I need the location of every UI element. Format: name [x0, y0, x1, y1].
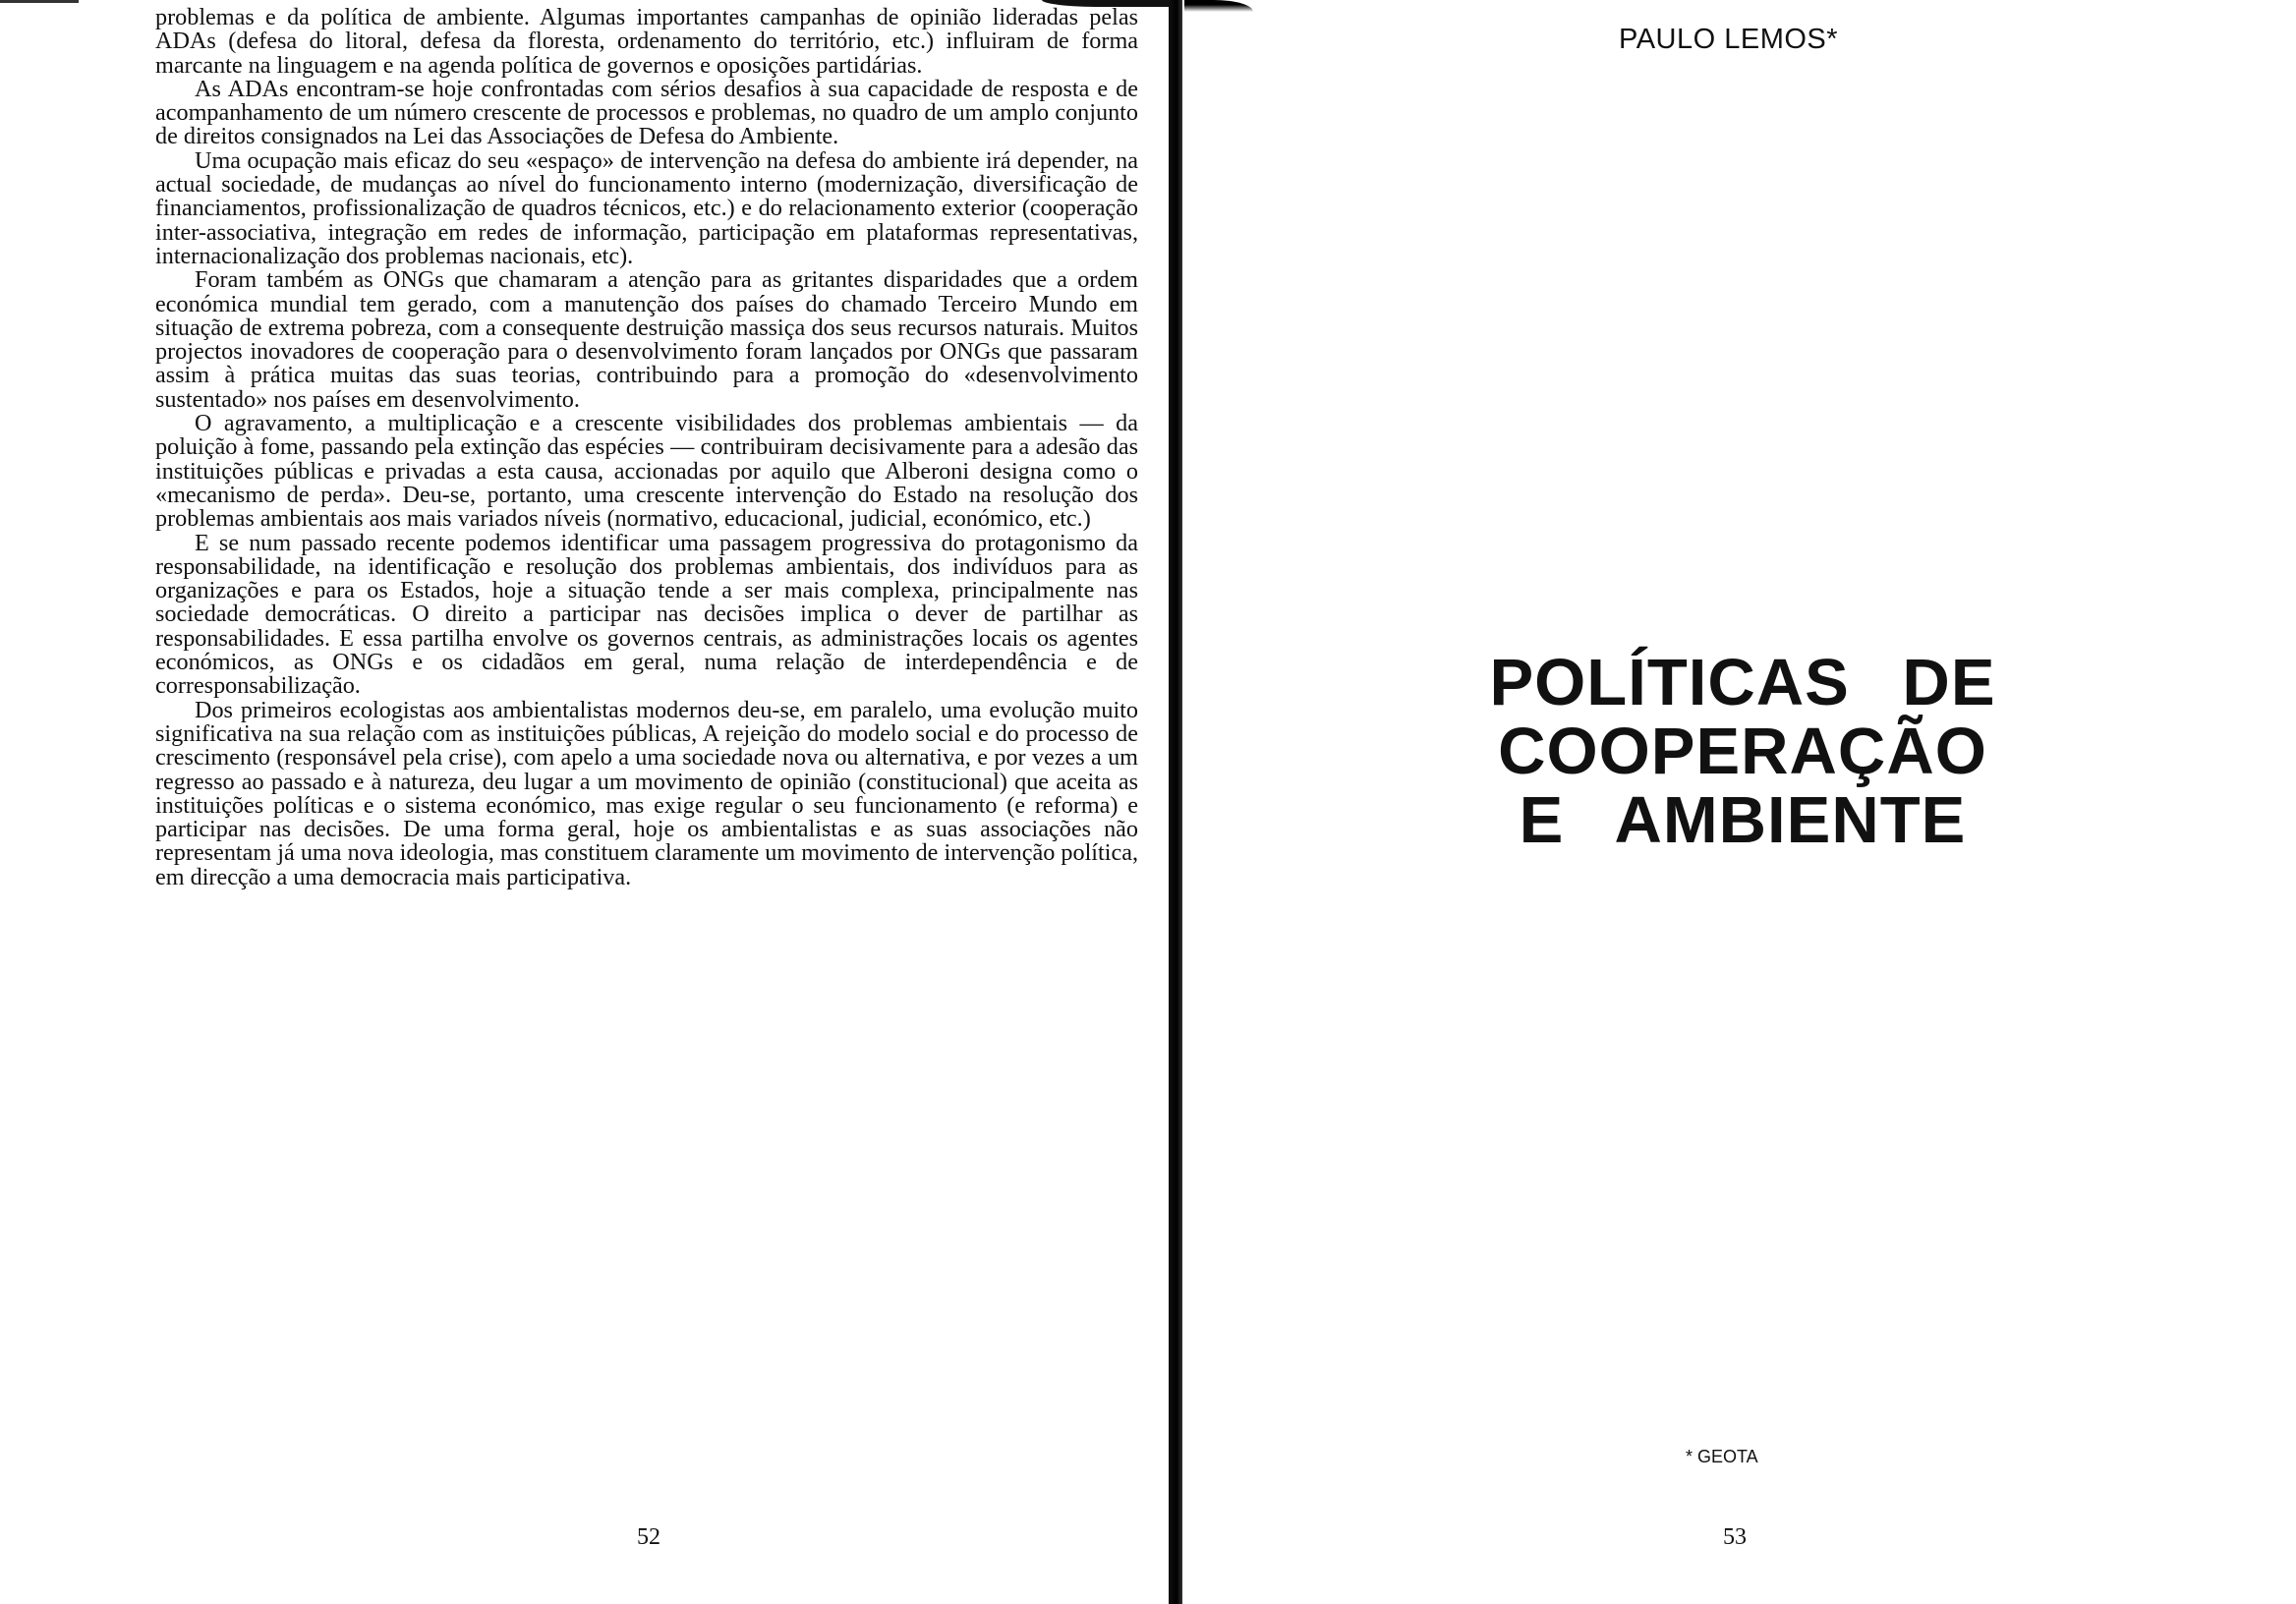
- right-page: [1182, 0, 2296, 1604]
- title-line: POLÍTICAS DE COOPERAÇÃO: [1489, 646, 1996, 788]
- page-number: 52: [637, 1524, 660, 1550]
- binding-gutter: [1169, 0, 1182, 1604]
- paragraph: O agravamento, a multiplicação e a crescente visibilidades dos problemas ambientais — da poluição à fome, passando pela extinção das espécies — contribuiram decisivamente para a adesão das instituições públicas e privadas a esta causa, accionadas por aquilo que Alberoni designa como o «mecanismo de perda». Deu-se, portanto, uma crescente intervenção do Estado na resolução dos problemas ambientais aos mais variados níveis (normativo, educacional, judicial, económico, etc.): [155, 410, 1138, 533]
- title-line: E AMBIENTE: [1519, 783, 1967, 857]
- page-number: 53: [1723, 1524, 1747, 1550]
- paragraph: problemas e da política de ambiente. Algumas importantes campanhas de opinião lideradas pelas ADAs (defesa do litoral, defesa da floresta, ordenamento do território, etc.) influiram de forma marcante na linguagem e na agenda política de governos e oposições partidárias.: [155, 4, 1138, 79]
- article-title: [1232, 646, 2254, 857]
- paragraph: As ADAs encontram-se hoje confrontadas com sérios desafios à sua capacidade de resposta e de acompanhamento de um número crescente de processos e problemas, no quadro de um amplo conjunto de direitos consignados na Lei das Associações de Defesa do Ambiente.: [155, 75, 1138, 150]
- paragraph: Foram também as ONGs que chamaram a atenção para as gritantes disparidades que a ordem económica mundial tem gerado, com a manutenção dos países do chamado Terceiro Mundo em situação de extrema pobreza, com a consequente destruição massiça dos seus recursos naturais. Muitos projectos inovadores de cooperação para o desenvolvimento foram lançados por ONGs que passaram assim à prática muitas das suas teorias, contribuindo para a promoção do «desenvolvimento sustentado» nos países em desenvolvimento.: [155, 266, 1138, 413]
- paragraph: Uma ocupação mais eficaz do seu «espaço» de intervenção na defesa do ambiente irá depender, na actual sociedade, de mudanças ao nível do funcionamento interno (modernização, diversificação de financiamentos, profissionalização de quadros técnicos, etc.) e do relacionamento exterior (cooperação inter-associativa, integração em redes de informação, participação em plataformas representativas, internacionalização dos problemas nacionais, etc).: [155, 146, 1138, 269]
- author-affiliation: * GEOTA: [1686, 1447, 1758, 1466]
- author-name: PAULO LEMOS*: [1619, 24, 1839, 55]
- paragraph: E se num passado recente podemos identificar uma passagem progressiva do protagonismo da responsabilidade, na identificação e resolução dos problemas ambientais, dos indivíduos para as organizações e para os Estados, hoje a situação tende a ser mais complexa, principalmente nas sociedade democráticas. O direito a participar nas decisões implica o dever de partilhar as responsabilidades. E essa partilha envolve os governos centrais, as administrações locais os agentes económicos, as ONGs e os cidadãos em geral, numa relação de interdependência e de corresponsabilização.: [155, 529, 1138, 700]
- paragraph: Dos primeiros ecologistas aos ambientalistas modernos deu-se, em paralelo, uma evolução muito significativa na sua relação com as instituições públicas, A rejeição do modelo social e do processo de crescimento (responsável pela crise), com apelo a uma sociedade nova ou alternativa, e por vezes a um regresso ao passado e à natureza, deu lugar a um movimento de opinião (constitucional) que aceita as instituições políticas e o sistema económico, mas exige regular o seu funcionamento (e reforma) e participar nas decisões. De uma forma geral, hoje os ambientalistas e as suas associações não representam já uma nova ideologia, mas constituem claramente um movimento de intervenção política, em direcção a uma democracia mais participativa.: [155, 696, 1138, 890]
- body-text-column: [155, 6, 1138, 889]
